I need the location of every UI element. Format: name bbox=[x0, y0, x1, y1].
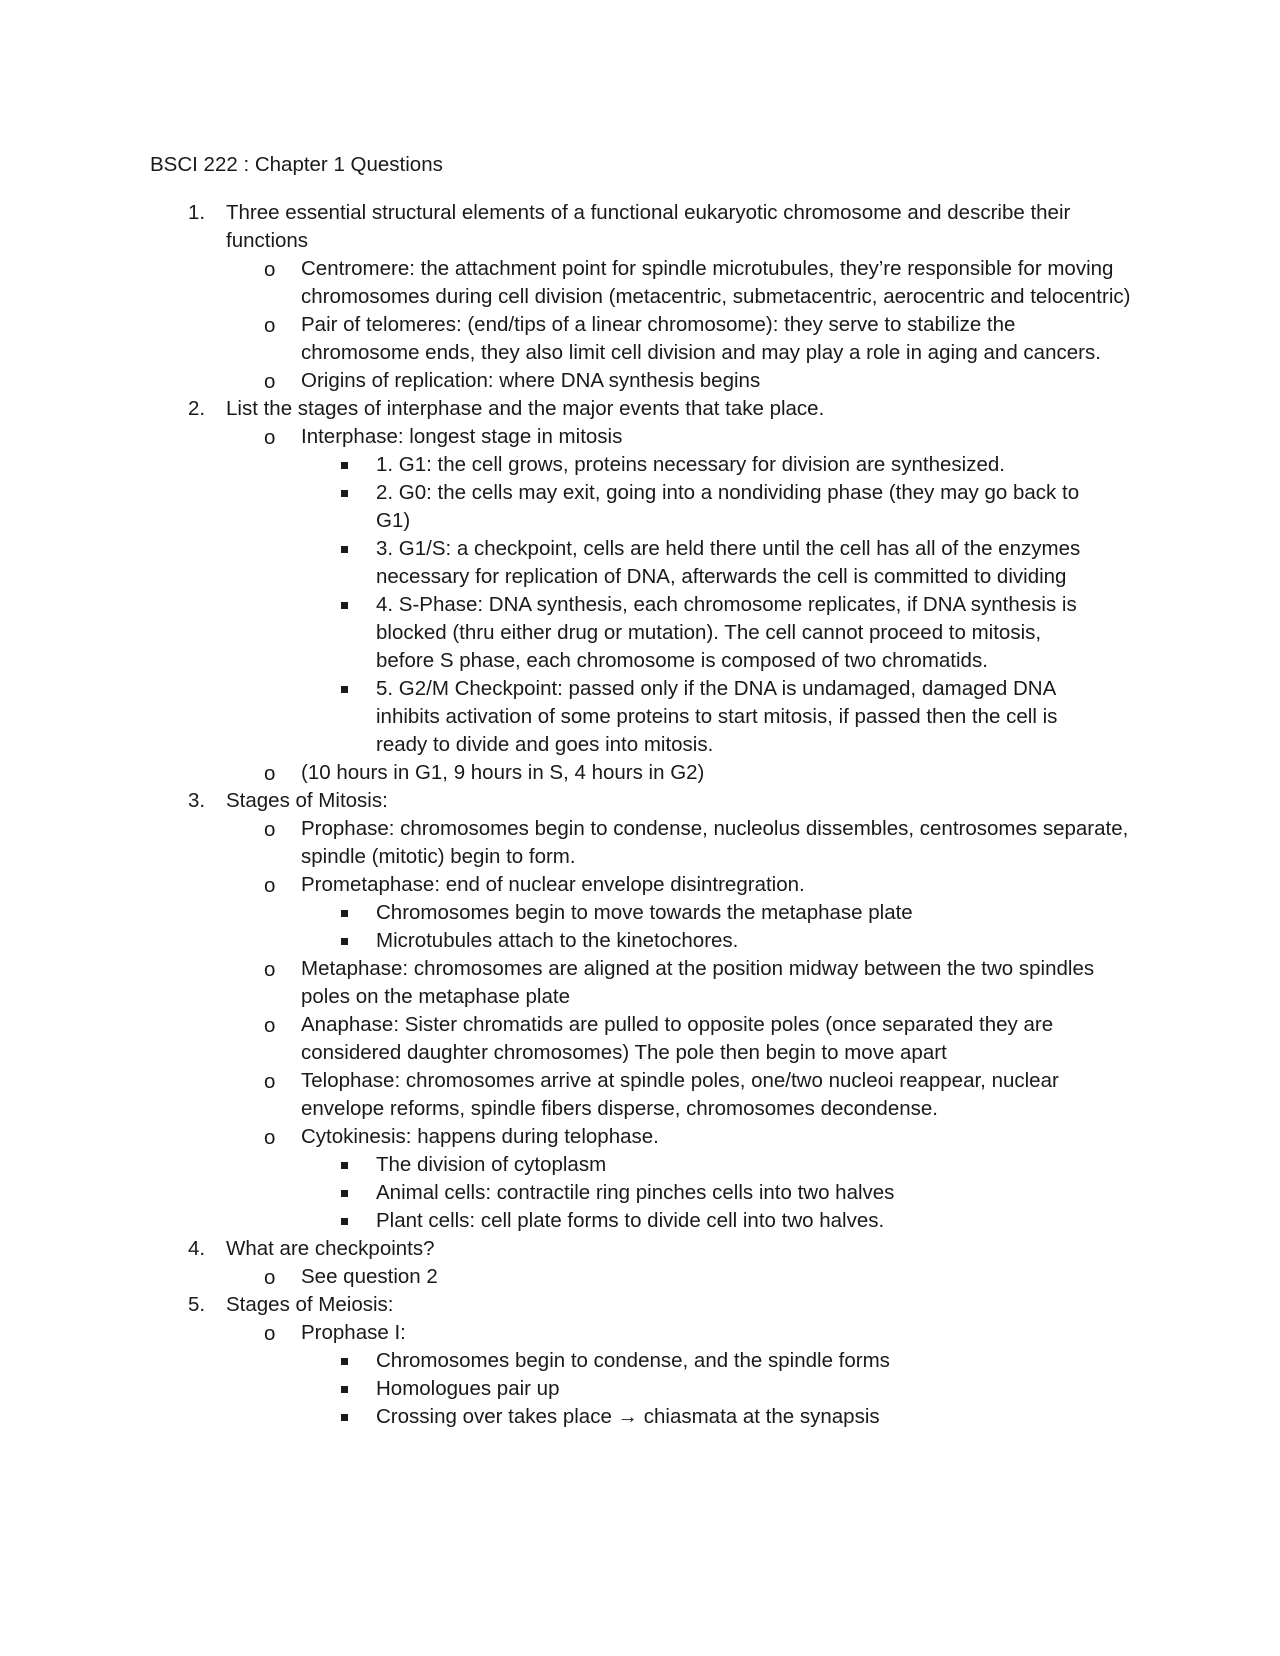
circle-bullet-icon: o bbox=[264, 762, 276, 785]
square-bullet-icon bbox=[341, 1358, 348, 1365]
item-text: Microtubules attach to the kinetochores. bbox=[376, 929, 739, 952]
item-text: 5. G2/M Checkpoint: passed only if the DNA is undamaged, damaged DNA inhibits activation of some proteins to start mitosis, if passed then the cell is ready to divide and goes into mitosis. bbox=[376, 677, 1058, 756]
item-text: Plant cells: cell plate forms to divide cell into two halves. bbox=[376, 1209, 885, 1232]
square-bullet-icon bbox=[341, 1190, 348, 1197]
bullet-item bbox=[264, 1123, 1280, 1151]
sub-bullet-item bbox=[340, 675, 1280, 759]
circle-bullet-icon: o bbox=[264, 314, 276, 337]
circle-bullet-icon: o bbox=[264, 958, 276, 981]
sub-bullet-item bbox=[340, 451, 1280, 479]
item-text: Stages of Mitosis: bbox=[226, 789, 388, 812]
item-text: Prophase I: bbox=[301, 1321, 406, 1344]
bullet-item bbox=[264, 311, 1280, 367]
bullet-item bbox=[264, 1011, 1280, 1067]
item-number: 5. bbox=[188, 1293, 206, 1316]
item-text: 2. G0: the cells may exit, going into a nondividing phase (they may go back to G1) bbox=[376, 481, 1080, 532]
bullet-item bbox=[264, 759, 1280, 787]
square-bullet-icon bbox=[341, 910, 348, 917]
sub-bullet-item bbox=[340, 899, 1280, 927]
item-text: What are checkpoints? bbox=[226, 1237, 435, 1260]
item-text: 4. S-Phase: DNA synthesis, each chromosome replicates, if DNA synthesis is blocked (thru either drug or mutation). The cell cannot proceed to mitosis, before S phase, each chromosome is composed of two chromatids. bbox=[376, 593, 1077, 672]
bullet-item bbox=[264, 1067, 1280, 1123]
numbered-item bbox=[188, 199, 1280, 255]
circle-bullet-icon: o bbox=[264, 370, 276, 393]
circle-bullet-icon: o bbox=[264, 1070, 276, 1093]
square-bullet-icon bbox=[341, 546, 348, 553]
sub-bullet-item bbox=[340, 1207, 1280, 1235]
sub-bullet-item bbox=[340, 1375, 1280, 1403]
square-bullet-icon bbox=[341, 462, 348, 469]
square-bullet-icon bbox=[341, 1414, 348, 1421]
item-number: 4. bbox=[188, 1237, 206, 1260]
item-text: Metaphase: chromosomes are aligned at the position midway between the two spindles poles on the metaphase plate bbox=[301, 957, 1095, 1008]
item-text: Telophase: chromosomes arrive at spindle poles, one/two nucleoi reappear, nuclear envelope reforms, spindle fibers disperse, chromosomes decondense. bbox=[301, 1069, 1059, 1120]
bullet-item bbox=[264, 1263, 1280, 1291]
bullet-item bbox=[264, 871, 1280, 899]
circle-bullet-icon: o bbox=[264, 874, 276, 897]
bullet-item bbox=[264, 255, 1280, 311]
item-text: Three essential structural elements of a functional eukaryotic chromosome and describe their functions bbox=[226, 201, 1071, 252]
sub-bullet-item bbox=[340, 1151, 1280, 1179]
item-text: Prometaphase: end of nuclear envelope disintregration. bbox=[301, 873, 805, 896]
item-text: Crossing over takes place → chiasmata at the synapsis bbox=[376, 1405, 880, 1428]
item-text: Animal cells: contractile ring pinches cells into two halves bbox=[376, 1181, 895, 1204]
question-list bbox=[0, 199, 1280, 1431]
item-text: Stages of Meiosis: bbox=[226, 1293, 394, 1316]
numbered-item bbox=[188, 1291, 1280, 1319]
item-text: Prophase: chromosomes begin to condense, nucleolus dissembles, centrosomes separate, spindle (mitotic) begin to form. bbox=[301, 817, 1129, 868]
circle-bullet-icon: o bbox=[264, 258, 276, 281]
item-text: The division of cytoplasm bbox=[376, 1153, 607, 1176]
square-bullet-icon bbox=[341, 602, 348, 609]
bullet-item bbox=[264, 815, 1280, 871]
item-text: See question 2 bbox=[301, 1265, 438, 1288]
numbered-item bbox=[188, 1235, 1280, 1263]
circle-bullet-icon: o bbox=[264, 1014, 276, 1037]
sub-bullet-item bbox=[340, 1179, 1280, 1207]
item-text: 3. G1/S: a checkpoint, cells are held there until the cell has all of the enzymes necessary for replication of DNA, afterwards the cell is committed to dividing bbox=[376, 537, 1081, 588]
item-text: Homologues pair up bbox=[376, 1377, 560, 1400]
bullet-item bbox=[264, 367, 1280, 395]
item-text: Anaphase: Sister chromatids are pulled to opposite poles (once separated they are considered daughter chromosomes) The pole then begin to move apart bbox=[301, 1013, 1054, 1064]
item-text: (10 hours in G1, 9 hours in S, 4 hours in G2) bbox=[301, 761, 705, 784]
sub-bullet-item bbox=[340, 591, 1280, 675]
circle-bullet-icon: o bbox=[264, 1322, 276, 1345]
item-text: Chromosomes begin to condense, and the spindle forms bbox=[376, 1349, 890, 1372]
bullet-item bbox=[264, 423, 1280, 451]
item-text: List the stages of interphase and the major events that take place. bbox=[226, 397, 825, 420]
bullet-item bbox=[264, 955, 1280, 1011]
item-number: 1. bbox=[188, 201, 206, 224]
square-bullet-icon bbox=[341, 1218, 348, 1225]
sub-bullet-item bbox=[340, 1347, 1280, 1375]
circle-bullet-icon: o bbox=[264, 1266, 276, 1289]
document-title: BSCI 222 : Chapter 1 Questions bbox=[150, 153, 443, 176]
square-bullet-icon bbox=[341, 490, 348, 497]
square-bullet-icon bbox=[341, 938, 348, 945]
item-number: 2. bbox=[188, 397, 206, 420]
circle-bullet-icon: o bbox=[264, 818, 276, 841]
item-number: 3. bbox=[188, 789, 206, 812]
sub-bullet-item bbox=[340, 535, 1280, 591]
numbered-item bbox=[188, 787, 1280, 815]
item-text: Chromosomes begin to move towards the metaphase plate bbox=[376, 901, 913, 924]
item-text: Centromere: the attachment point for spindle microtubules, they’re responsible for moving chromosomes during cell division (metacentric, submetacentric, aerocentric and telocentric) bbox=[301, 257, 1131, 308]
circle-bullet-icon: o bbox=[264, 1126, 276, 1149]
square-bullet-icon bbox=[341, 1386, 348, 1393]
item-text: Origins of replication: where DNA synthesis begins bbox=[301, 369, 761, 392]
square-bullet-icon bbox=[341, 686, 348, 693]
sub-bullet-item bbox=[340, 1403, 1280, 1431]
bullet-item bbox=[264, 1319, 1280, 1347]
circle-bullet-icon: o bbox=[264, 426, 276, 449]
sub-bullet-item bbox=[340, 927, 1280, 955]
sub-bullet-item bbox=[340, 479, 1280, 535]
item-text: 1. G1: the cell grows, proteins necessary for division are synthesized. bbox=[376, 453, 1005, 476]
numbered-item bbox=[188, 395, 1280, 423]
item-text: Interphase: longest stage in mitosis bbox=[301, 425, 623, 448]
item-text: Pair of telomeres: (end/tips of a linear chromosome): they serve to stabilize the chromosome ends, they also limit cell division and may play a role in aging and cancers. bbox=[301, 313, 1101, 364]
square-bullet-icon bbox=[341, 1162, 348, 1169]
item-text: Cytokinesis: happens during telophase. bbox=[301, 1125, 659, 1148]
